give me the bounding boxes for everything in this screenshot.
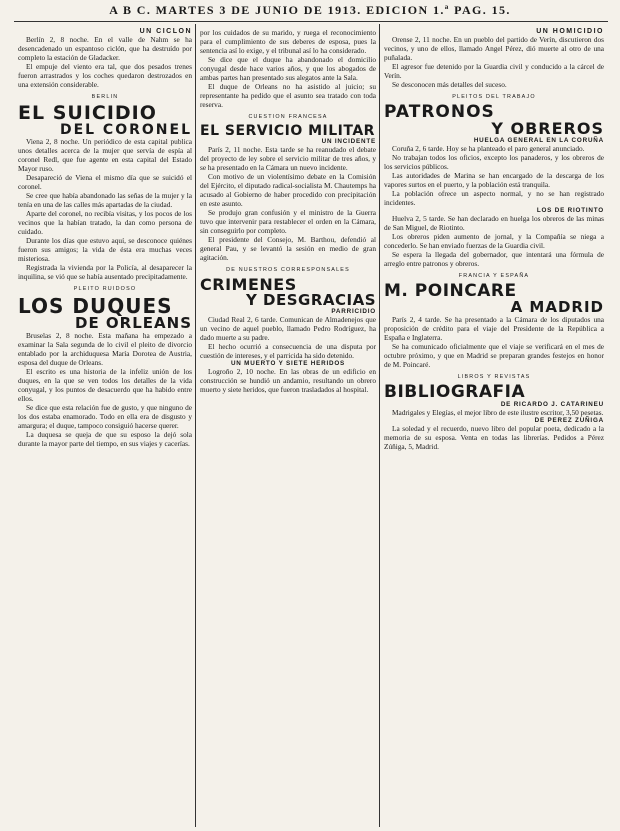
article-text: El escrito es una historia de la infeliz unión de los duques, en la que se ven todos los detalles de la vida conyugal, y los puntos de desacuerdo que ha habido entre ellos. (18, 367, 192, 403)
headline-suicidio-2: DEL CORONEL (59, 122, 192, 138)
column-rule (379, 24, 380, 827)
subheadline: DE RICARDO J. CATARINEU (500, 401, 604, 408)
article-text: Registrada la vivienda por la Policía, al desaparecer la inquilina, se vió que se había ausentado precipitadamente. (18, 263, 192, 281)
article-text: Ciudad Real 2, 6 tarde. Comunican de Almadenejos que un vecino de aquel pueblo, llamado Pedro Rodríguez, ha dado muerte a su padre. (200, 315, 376, 342)
article-kicker: PLEITO RUIDOSO (73, 286, 137, 292)
article-text: Coruña 2, 6 tarde. Hoy se ha planteado el paro general anunciado. (392, 144, 585, 153)
article-label-homicidio: UN HOMICIDIO (536, 28, 604, 35)
article-label-ciclon: UN CICLON (139, 28, 192, 35)
headline-crimenes: CRIMENES (200, 275, 297, 294)
article-kicker: CUESTION FRANCESA (248, 114, 328, 120)
headline-bibliografia: BIBLIOGRAFIA (384, 382, 526, 402)
article-text: Se espera la llegada del gobernador, que intentará una fórmula de arreglo entre patronos y obreros. (384, 250, 604, 268)
article-text: Las autoridades de Marina se han encargado de la descarga de los vapores surtos en el puerto, y la población está tranquila. (384, 171, 604, 189)
subheadline: LOS DE RIOTINTO (536, 207, 604, 214)
subheadline: HUELGA GENERAL EN LA CORUÑA (473, 137, 604, 144)
article-text: El presidente del Consejo, M. Barthou, defendió al general Pau, y se levantó la sesión en medio de gran agitación. (200, 235, 376, 262)
article-text: Se produjo gran confusión y el ministro de la Guerra tuvo que intervenir para restablecer el orden en la Cámara, sin conseguirlo por completo. (200, 208, 376, 235)
article-text: París 2, 4 tarde. Se ha presentado a la Cámara de los diputados una proposición de crédito para el viaje del Presidente de la República a España e Inglaterra. (384, 315, 604, 342)
article-text: Con motivo de un violentísimo debate en la Comisión del Ejército, el diputado radical-socialista M. Chautemps ha acusado al Gobierno de haber procedido con precipitación en este asunto. (200, 172, 376, 208)
page-masthead: A B C. MARTES 3 DE JUNIO DE 1913. EDICION 1.ª PAG. 15. (109, 3, 511, 17)
column-3 (384, 28, 604, 825)
masthead-rule (14, 21, 608, 22)
headline-servicio-militar: EL SERVICIO MILITAR (200, 123, 375, 139)
article-kicker: BERLIN (91, 94, 119, 100)
column-rule (195, 24, 196, 827)
article-text: El duque de Orleans no ha asistido al juicio; su representante ha pedido que el asunto sea tratado con toda reserva. (200, 82, 376, 109)
headline-patronos: PATRONOS (384, 102, 495, 122)
subheadline: UN MUERTO Y SIETE HERIDOS (230, 360, 346, 367)
headline-duques: LOS DUQUES (18, 294, 173, 318)
article-text: Se dice que el duque ha abandonado el domicilio conyugal desde hace varios años, y que los abogados de ambas partes han presentado sus alegatos ante la Sala. (200, 55, 376, 82)
article-text: No trabajan todos los oficios, excepto los panaderos, y los obreros de los servicios públicos. (384, 153, 604, 171)
article-text: por los cuidados de su marido, y ruega el reconocimiento para el cumplimiento de sus deberes de esposa, pues la sentencia así lo exige, y el tribunal así lo ha considerado. (200, 28, 376, 55)
article-kicker: DE NUESTROS CORRESPONSALES (226, 267, 350, 273)
article-text: Viena 2, 8 noche. Un periódico de esta capital publica unos detalles acerca de la mujer que servía de espía al coronel Redl, que fue agente en esta capital del Estado Mayor ruso. (18, 137, 192, 173)
article-text: Orense 2, 11 noche. En un pueblo del partido de Verín, discutieron dos vecinos, y uno de ellos, llamado Angel Pérez, dió muerte al otro de una puñalada. (384, 35, 604, 62)
article-text: París 2, 11 noche. Esta tarde se ha reanudado el debate del proyecto de ley sobre el servicio militar de tres años, y se ha presentado en la Cámara un nuevo incidente. (200, 145, 376, 172)
article-text: Madrigales y Elegías, el mejor libro de este ilustre escritor, 3,50 pesetas. (392, 408, 604, 417)
article-kicker: PLEITOS DEL TRABAJO (452, 94, 536, 100)
article-kicker: LIBROS Y REVISTAS (457, 374, 531, 380)
column-1 (18, 28, 192, 825)
article-text: La soledad y el recuerdo, nuevo libro del popular poeta, dedicado a la memoria de su esposa. Venta en todas las librerías. Pedidos a Pérez Zúñiga, 5, Madrid. (384, 424, 604, 451)
article-text: Los obreros piden aumento de jornal, y la Compañía se niega a concederlo. Se han enviado fuerzas de la Guardia civil. (384, 232, 604, 250)
subheadline: UN INCIDENTE (321, 138, 376, 145)
article-text: La población ofrece un aspecto normal, y no se han registrado incidentes. (384, 189, 604, 207)
article-text: Se desconocen más detalles del suceso. (392, 80, 507, 89)
headline-duques-2: DE ORLEANS (75, 314, 192, 332)
headline-poincare-2: A MADRID (510, 298, 604, 316)
article-text: El agresor fue detenido por la Guardia civil y conducido a la cárcel de Verín. (384, 62, 604, 80)
article-text: Aparte del coronel, no recibía visitas, y los pocos de los vecinos que la habían tratado, la dan como persona de cuidado. (18, 209, 192, 236)
headline-crimenes-2: Y DESGRACIAS (245, 291, 376, 309)
article-kicker: FRANCIA Y ESPAÑA (458, 273, 530, 279)
article-text: Se ha comunicado oficialmente que el viaje se verificará en el mes de octubre próximo, y que en Madrid se preparan grandes festejos en honor de M. Poincaré. (384, 342, 604, 369)
article-text: Bruselas 2, 8 noche. Esta mañana ha empezado a examinar la Sala segunda de lo civil el pleito de divorcio entablado por la archiduquesa María Dorotea de Austria, esposa del duque de Orleans. (18, 331, 192, 367)
article-text: Berlín 2, 8 noche. En el valle de Nahm se ha desencadenado un espantoso ciclón, que ha destruído por completo la estación de Gladacker. (18, 35, 192, 62)
article-text: Huelva 2, 5 tarde. Se han declarado en huelga los obreros de las minas de San Miguel, de Riotinto. (384, 214, 604, 232)
article-text: Durante los días que estuvo aquí, se desconoce quiénes fueron sus amigos; la vida de ésta era muchas veces misteriosa. (18, 236, 192, 263)
column-2 (200, 28, 376, 825)
article-text: Logroño 2, 10 noche. En las obras de un edificio en construcción se hundió un andamio, resultando un obrero muerto y siete heridos, que fueron trasladados al hospital. (200, 367, 376, 394)
subheadline: DE PEREZ ZUÑIGA (534, 417, 604, 424)
article-text: Desapareció de Viena el mismo día que se suicidó el coronel. (18, 173, 192, 191)
article-text: Se cree que había abandonado las señas de la mujer y la tenía en una de las calles más apartadas de la ciudad. (18, 191, 192, 209)
article-text: Se dice que esta relación fue de gusto, y que ninguno de los dos estaba enamorado. Todo en ella era de disgusto y amargura; el duque, tampoco consiguió hacerse querer. (18, 403, 192, 430)
headline-patronos-2: Y OBREROS (491, 119, 604, 138)
article-text: El hecho ocurrió a consecuencia de una disputa por cuestión de intereses, y el parricida ha sido detenido. (200, 342, 376, 360)
headline-suicidio: EL SUICIDIO (18, 102, 157, 124)
headline-poincare: M. POINCARE (384, 281, 517, 301)
article-text: El empuje del viento era tal, que dos pesados trenes fueron arrastrados y los coches quedaron destrozados en una extensión considerable. (18, 62, 192, 89)
article-text: La duquesa se queja de que su esposo la dejó sola durante la mayor parte del tiempo, en sus viajes y cacerías. (18, 430, 192, 448)
subheadline: PARRICIDIO (331, 308, 376, 315)
